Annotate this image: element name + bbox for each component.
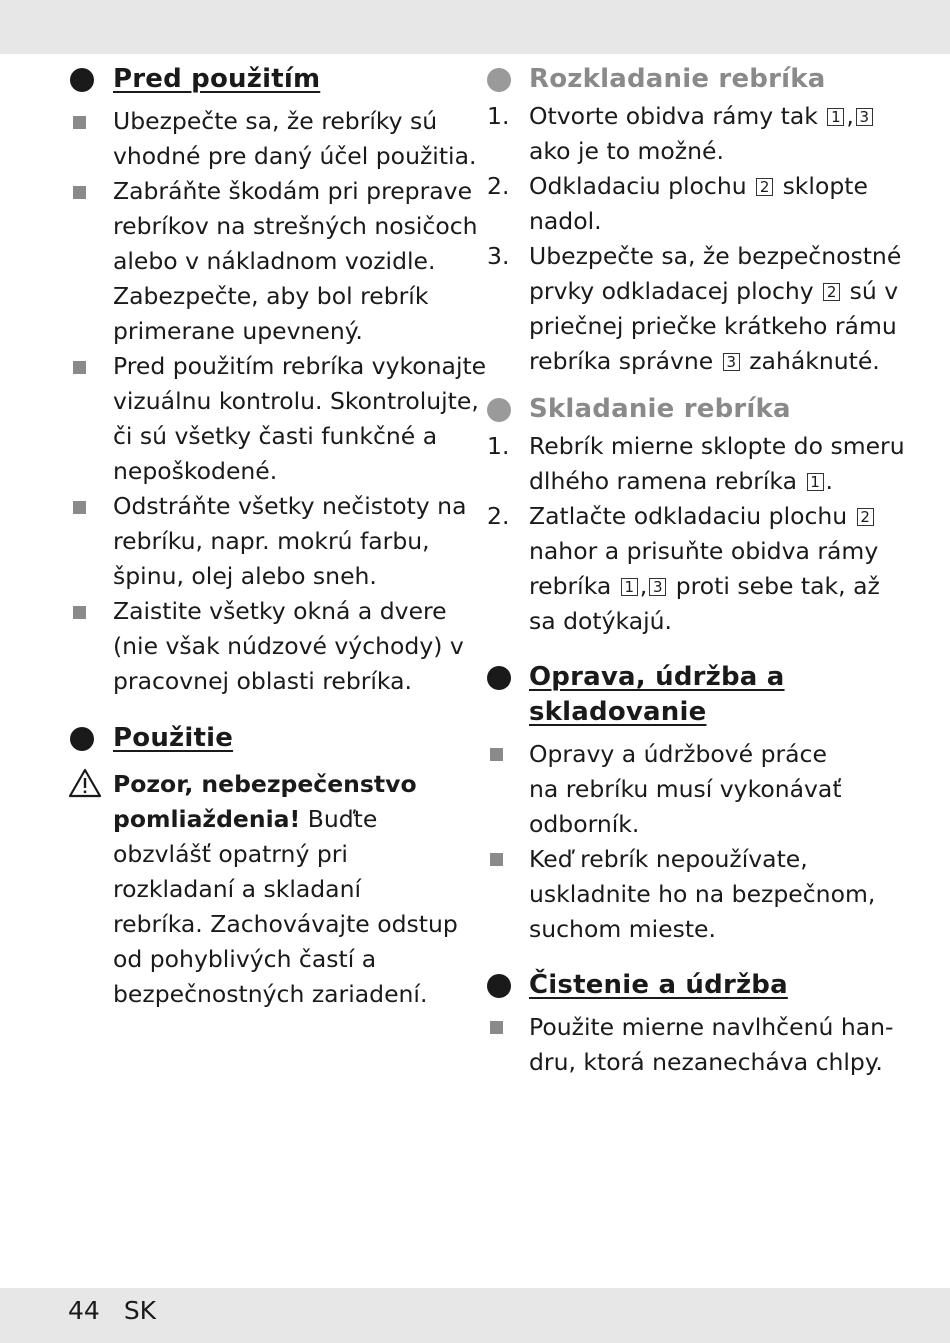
list-item: Odkladaciu plochu 2 sklopte nadol. xyxy=(529,172,868,235)
square-bullet-icon xyxy=(73,606,86,619)
heading-oprava: Oprava, údržba a skladovanie xyxy=(529,662,785,727)
figure-ref: 3 xyxy=(723,353,740,371)
square-bullet-icon xyxy=(73,501,86,514)
list-item: Pred použitím rebríka vykonajte vizuálnu kontrolu. Skontrolujte, či sú všetky časti funkčné a nepoškodené. xyxy=(113,352,487,485)
warning-triangle-icon xyxy=(68,768,102,798)
step-number: 2. xyxy=(487,502,510,530)
step-number: 2. xyxy=(487,172,510,200)
list-item: Zatlačte odkladaciu plochu 2 nahor a prisuňte obidva rámy rebríka 1 , 3 proti sebe tak, až sa dotýkajú. xyxy=(529,502,880,635)
section-bullet-icon xyxy=(70,68,94,92)
list-item: Rebrík mierne sklopte do smeru dlhého ramena rebríka 1 . xyxy=(529,432,905,495)
list-item: Otvorte obidva rámy tak 1 , 3 ako je to možné. xyxy=(529,99,875,169)
heading-cistenie: Čistenie a údržba xyxy=(529,970,788,1000)
page-footer xyxy=(68,1296,180,1326)
header-band xyxy=(0,0,950,54)
list-item: Ubezpečte sa, že bezpečnostné prvky odkladacej plochy 2 sú v priečnej priečke krátkeho rámu rebríka správne 3 zaháknuté. xyxy=(529,242,902,375)
section-bullet-icon xyxy=(487,666,511,690)
square-bullet-icon xyxy=(73,361,86,374)
figure-ref: 1 xyxy=(621,578,638,596)
heading-pouzitie: Použitie xyxy=(113,723,234,753)
square-bullet-icon xyxy=(73,186,86,199)
list-item: Ubezpečte sa, že rebríky sú vhodné pre daný účel použitia. xyxy=(113,107,477,170)
square-bullet-icon xyxy=(73,116,86,129)
heading-skladanie: Skladanie rebríka xyxy=(529,394,791,424)
section-bullet-icon xyxy=(487,68,511,92)
square-bullet-icon xyxy=(490,853,503,866)
section-bullet-icon xyxy=(70,727,94,751)
list-item: Opravy a údržbové práce na rebríku musí vykonávať odborník. xyxy=(529,740,842,838)
step-number: 3. xyxy=(487,242,510,270)
list-item: Použite mierne navlhčenú han- dru, ktorá nezanecháva chlpy. xyxy=(529,1013,894,1076)
section-bullet-icon xyxy=(487,974,511,998)
list-item: Odstráňte všetky nečistoty na rebríku, napr. mokrú farbu, špinu, olej alebo sneh. xyxy=(113,492,467,590)
step-number: 1. xyxy=(487,432,510,460)
figure-ref: 3 xyxy=(649,578,666,596)
list-item: Keď rebrík nepoužívate, uskladnite ho na bezpečnom, suchom mieste. xyxy=(529,845,876,943)
figure-ref: 1 xyxy=(827,108,844,126)
square-bullet-icon xyxy=(490,748,503,761)
heading-pred-pouzitim: Pred použitím xyxy=(113,64,321,94)
square-bullet-icon xyxy=(490,1021,503,1034)
step-number: 1. xyxy=(487,102,510,130)
list-item: Zabráňte škodám pri preprave rebríkov na strešných nosičoch alebo v nákladnom vozidle. Zabezpečte, aby bol rebrík primerane upevnený. xyxy=(113,177,478,345)
section-bullet-icon xyxy=(487,398,511,422)
figure-ref: 2 xyxy=(756,178,773,196)
language-code: SK xyxy=(123,1296,157,1325)
page-number: 44 xyxy=(68,1296,100,1325)
list-item: Zaistite všetky okná a dvere (nie však núdzové východy) v pracovnej oblasti rebríka. xyxy=(113,597,464,695)
figure-ref: 2 xyxy=(823,283,840,301)
warning-text: Pozor, nebezpečenstvo pomliaždenia! Buďte obzvlášť opatrný pri rozkladaní a skladaní rebríka. Zachovávajte odstup od pohyblivých častí a bezpečnostných zariadení. xyxy=(113,770,458,1008)
figure-ref: 2 xyxy=(857,508,874,526)
heading-rozkladanie: Rozkladanie rebríka xyxy=(529,64,826,94)
figure-ref: 1 xyxy=(807,473,824,491)
figure-ref: 3 xyxy=(856,108,873,126)
